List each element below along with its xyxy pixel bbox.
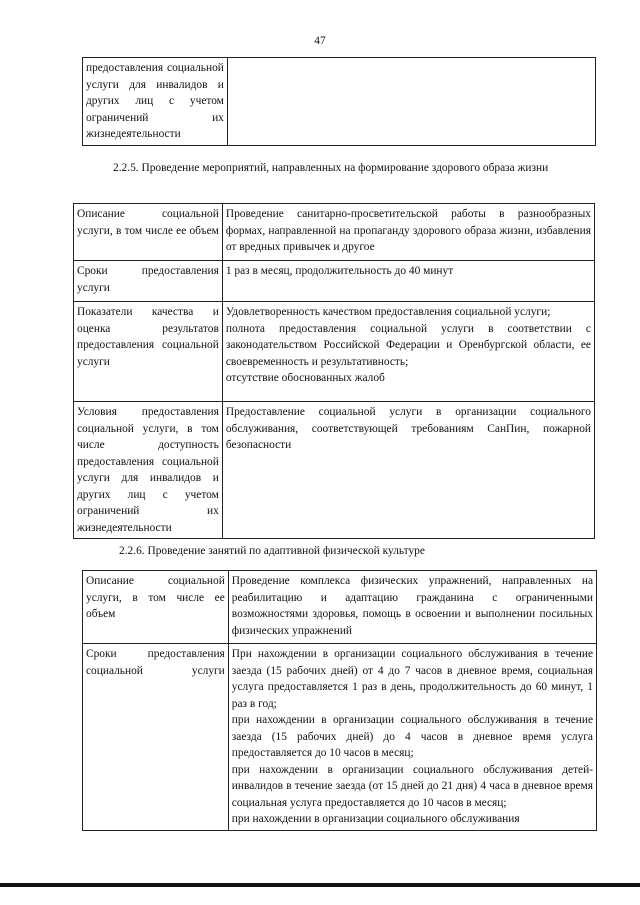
cell-text: при нахождении в организации социального обслуживания xyxy=(231,813,520,826)
table-label-cell xyxy=(74,402,223,539)
cell-text: Проведение санитарно-просветительской работы в разнообразных формах, направленной на пропаганду здорового образа жизни, избавления от вредных привычек и другое xyxy=(225,208,591,254)
table-content-cell xyxy=(222,302,594,402)
table-label-cell xyxy=(83,571,229,644)
cell-text: при нахождении в организации социального обслуживания детей-инвалидов в течение заезда (от 15 дней до 21 дня) 4 часа в дневное время социальная услуга предоставляется до 10 часов в месяц; xyxy=(231,763,593,809)
service-table-225 xyxy=(73,203,595,539)
table-content-cell xyxy=(228,644,596,831)
cell-text: Показатели качества и оценка результатов предоставления социальной услуги xyxy=(77,306,219,368)
page-number: 47 xyxy=(314,35,326,47)
table-label-cell xyxy=(74,261,223,302)
cell-text: Описание социальной услуги, в том числе ее объем xyxy=(86,575,225,621)
section-heading: 2.2.6. Проведение занятий по адаптивной физической культуре xyxy=(119,545,425,557)
table-label-cell xyxy=(83,58,228,146)
table-row xyxy=(83,644,597,831)
table-content-cell xyxy=(222,204,594,261)
cell-text: при нахождении в организации социального обслуживания в течение заезда (15 рабочих дней) до 4 часов в дневное время услуга предоставляется до 10 часов в месяц; xyxy=(231,714,593,760)
section-heading: 2.2.5. Проведение мероприятий, направленных на формирование здорового образа жизни xyxy=(113,162,549,174)
table-row xyxy=(74,261,595,302)
cell-text: Описание социальной услуги, в том числе ее объем xyxy=(77,208,219,237)
table-content-cell xyxy=(222,261,594,302)
cell-text: Условия предоставления социальной услуги, в том числе доступность предоставления социальной услуги для инвалидов и других лиц с учетом ограничений их жизнедеятельности xyxy=(77,406,219,534)
scan-edge-rule xyxy=(0,883,640,887)
cell-text: 1 раз в месяц, продолжительность до 40 минут xyxy=(225,265,454,277)
table-content-cell xyxy=(227,58,595,146)
cell-text: Проведение комплекса физических упражнений, направленных на реабилитацию и адаптацию гражданина с ограниченными возможностями здоровья, помощь в освоении и выполнении посильных физических упражнений xyxy=(231,575,593,637)
table-row xyxy=(74,402,595,539)
cell-text: полнота предоставления социальной услуги в соответствии с законодательством Российской Федерации и Оренбургской области, ее своевременность и результативность; xyxy=(225,322,591,368)
cell-text: Сроки предоставления социальной услуги xyxy=(86,648,225,677)
table-content-cell xyxy=(228,571,596,644)
table-label-cell xyxy=(74,204,223,261)
cell-text: Предоставление социальной услуги в организации социального обслуживания, соответствующей требованиям СанПин, пожарной безопасности xyxy=(225,406,591,452)
table-row xyxy=(83,58,596,146)
service-table-226 xyxy=(82,570,597,831)
table-label-cell xyxy=(74,302,223,402)
table-row xyxy=(83,571,597,644)
cell-text: При нахождении в организации социального обслуживания в течение заезда (15 рабочих дней) от 4 до 7 часов в дневное время, социальная услуга предоставляется 1 раз в день, продолжительность до 60 минут, 1 раз в год; xyxy=(231,648,593,710)
table-label-cell xyxy=(83,644,229,831)
cell-text: Сроки предоставления услуги xyxy=(77,265,219,294)
table-content-cell xyxy=(222,402,594,539)
top-continuation-table xyxy=(82,57,596,146)
table-row xyxy=(74,302,595,402)
cell-text: Удовлетворенность качеством предоставления социальной услуги; xyxy=(225,306,551,318)
table-row xyxy=(74,204,595,261)
cell-text: отсутствие обоснованных жалоб xyxy=(225,372,385,385)
cell-text: предоставления социальной услуги для инвалидов и других лиц с учетом ограничений их жизнедеятельности xyxy=(86,62,224,141)
